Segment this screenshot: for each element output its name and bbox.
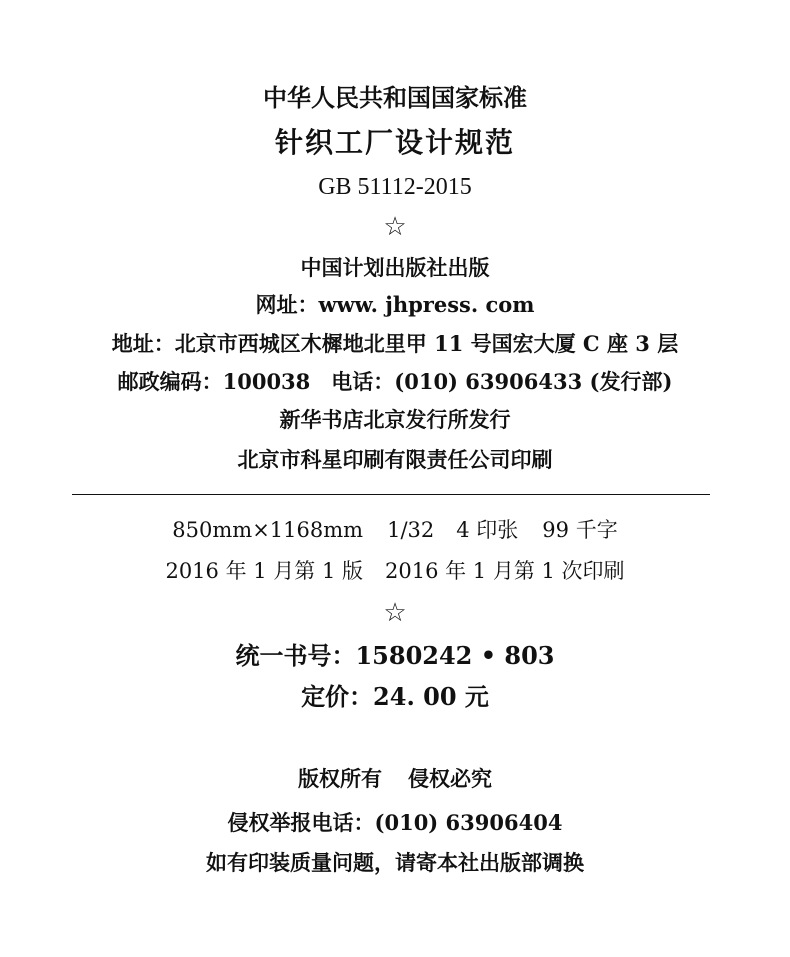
divider [72, 494, 710, 495]
infringement-warning: 侵权必究 [408, 766, 492, 791]
postal-phone: 邮政编码：100038 电话：(010) 63906433 (发行部) [117, 369, 673, 394]
price: 定价：24. 00 元 [301, 682, 489, 711]
edition-info [0, 561, 790, 582]
star-icon: ☆ [383, 598, 407, 628]
paper-format: 850mm×1168mm [172, 518, 364, 542]
edition-version: 2016 年 1 月第 1 版 [165, 559, 363, 583]
star-icon: ☆ [383, 212, 407, 242]
address: 地址：北京市西城区木樨地北里甲 11 号国宏大厦 C 座 3 层 [111, 331, 679, 356]
fold-size: 1/32 [387, 518, 435, 542]
word-count: 99 千字 [542, 518, 618, 542]
book-specs [0, 520, 790, 541]
copyright-reserved: 版权所有 [298, 766, 382, 791]
copyright-notice [0, 768, 790, 789]
printed-sheets: 4 印张 [456, 518, 519, 542]
publisher: 中国计划出版社出版 [300, 255, 490, 280]
distributor: 新华书店北京发行所发行 [279, 407, 511, 432]
standard-code: GB 51112-2015 [318, 174, 472, 200]
book-number: 统一书号：1580242 • 803 [235, 641, 555, 670]
report-phone: 侵权举报电话：(010) 63906404 [227, 810, 563, 835]
edition-printing: 2016 年 1 月第 1 次印刷 [385, 559, 625, 583]
printer: 北京市科星印刷有限责任公司印刷 [237, 447, 553, 472]
exchange-notice: 如有印装质量问题，请寄本社出版部调换 [206, 850, 584, 875]
standard-series: 中华人民共和国国家标准 [263, 83, 527, 112]
page-title: 针织工厂设计规范 [274, 126, 515, 159]
website: 网址：www. jhpress. com [255, 292, 535, 317]
